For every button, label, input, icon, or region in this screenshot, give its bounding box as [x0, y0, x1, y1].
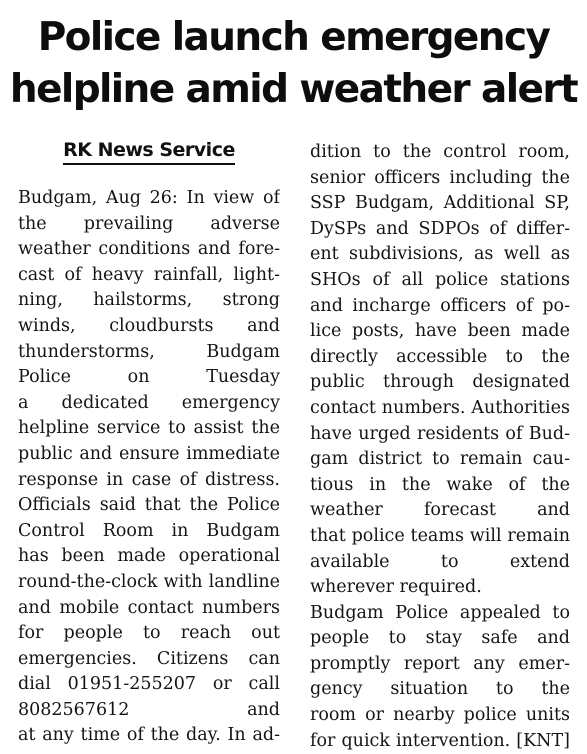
text-line: contact numbers. Authorities [310, 397, 570, 418]
text-line: gency situation to the [310, 679, 570, 700]
text-line: public through designated [310, 372, 570, 393]
text-line: thunderstorms, Budgam [18, 341, 280, 362]
text-line: DySPs and SDPOs of differ- [310, 218, 570, 239]
text-line: weather forecast and [310, 500, 570, 521]
text-line: senior officers including the [310, 167, 570, 188]
text-line: lice posts, have been made [310, 321, 570, 342]
text-line: for quick intervention. [KNT] [310, 730, 570, 751]
text-line: public and ensure immediate [18, 443, 280, 464]
headline-line-2: helpline amid weather alert [9, 67, 578, 112]
text-line: Officials said that the Police [18, 495, 280, 516]
text-line: a dedicated emergency [18, 392, 280, 413]
text-line: tious in the wake of the [310, 474, 570, 495]
text-line: at any time of the day. In ad- [18, 725, 280, 746]
text-line: directly accessible to the [310, 346, 570, 367]
text-line: the prevailing adverse [18, 213, 280, 234]
text-line: response in case of distress. [18, 469, 280, 490]
text-line: dition to the control room, [310, 142, 570, 162]
article-column-right [310, 140, 570, 754]
text-line: gam district to remain cau- [310, 449, 570, 470]
text-line: and mobile contact numbers [18, 597, 280, 618]
text-line: emergencies. Citizens can [18, 648, 280, 669]
text-line: Budgam Police appealed to [310, 602, 570, 623]
text-line: Police on Tuesday [18, 367, 280, 388]
text-line: and incharge officers of po- [310, 295, 570, 316]
text-line: winds, cloudbursts and [18, 315, 280, 336]
text-line: wherever required. [310, 577, 482, 598]
text-line: available to extend [310, 551, 570, 572]
article-column-left [18, 186, 280, 749]
byline-text: RK News Service [63, 138, 235, 165]
text-line: weather conditions and fore- [18, 239, 280, 260]
text-line: 8082567612 and [18, 699, 280, 720]
byline [18, 138, 280, 165]
text-line: SSP Budgam, Additional SP, [310, 193, 570, 214]
text-line: have urged residents of Bud- [310, 423, 570, 444]
text-line: dial 01951-255207 or call [18, 674, 280, 695]
text-line: Control Room in Budgam [18, 520, 280, 541]
text-line: has been made operational [18, 546, 280, 567]
text-line: room or nearby police units [310, 705, 570, 726]
text-line: round-the-clock with landline [18, 571, 280, 592]
text-line: SHOs of all police stations [310, 269, 570, 290]
text-line: ning, hailstorms, strong [18, 290, 280, 311]
text-line: for people to reach out [18, 623, 280, 644]
text-line: people to stay safe and [310, 628, 570, 649]
text-line: Budgam, Aug 26: In view of [18, 188, 280, 208]
text-line: ent subdivisions, as well as [310, 244, 570, 265]
headline-line-1: Police launch emergency [37, 15, 550, 60]
text-line: promptly report any emer- [310, 653, 570, 674]
headline [0, 12, 587, 116]
text-line: that police teams will remain [310, 525, 570, 546]
text-line: helpline service to assist the [18, 418, 280, 439]
text-line: cast of heavy rainfall, light- [18, 264, 280, 285]
